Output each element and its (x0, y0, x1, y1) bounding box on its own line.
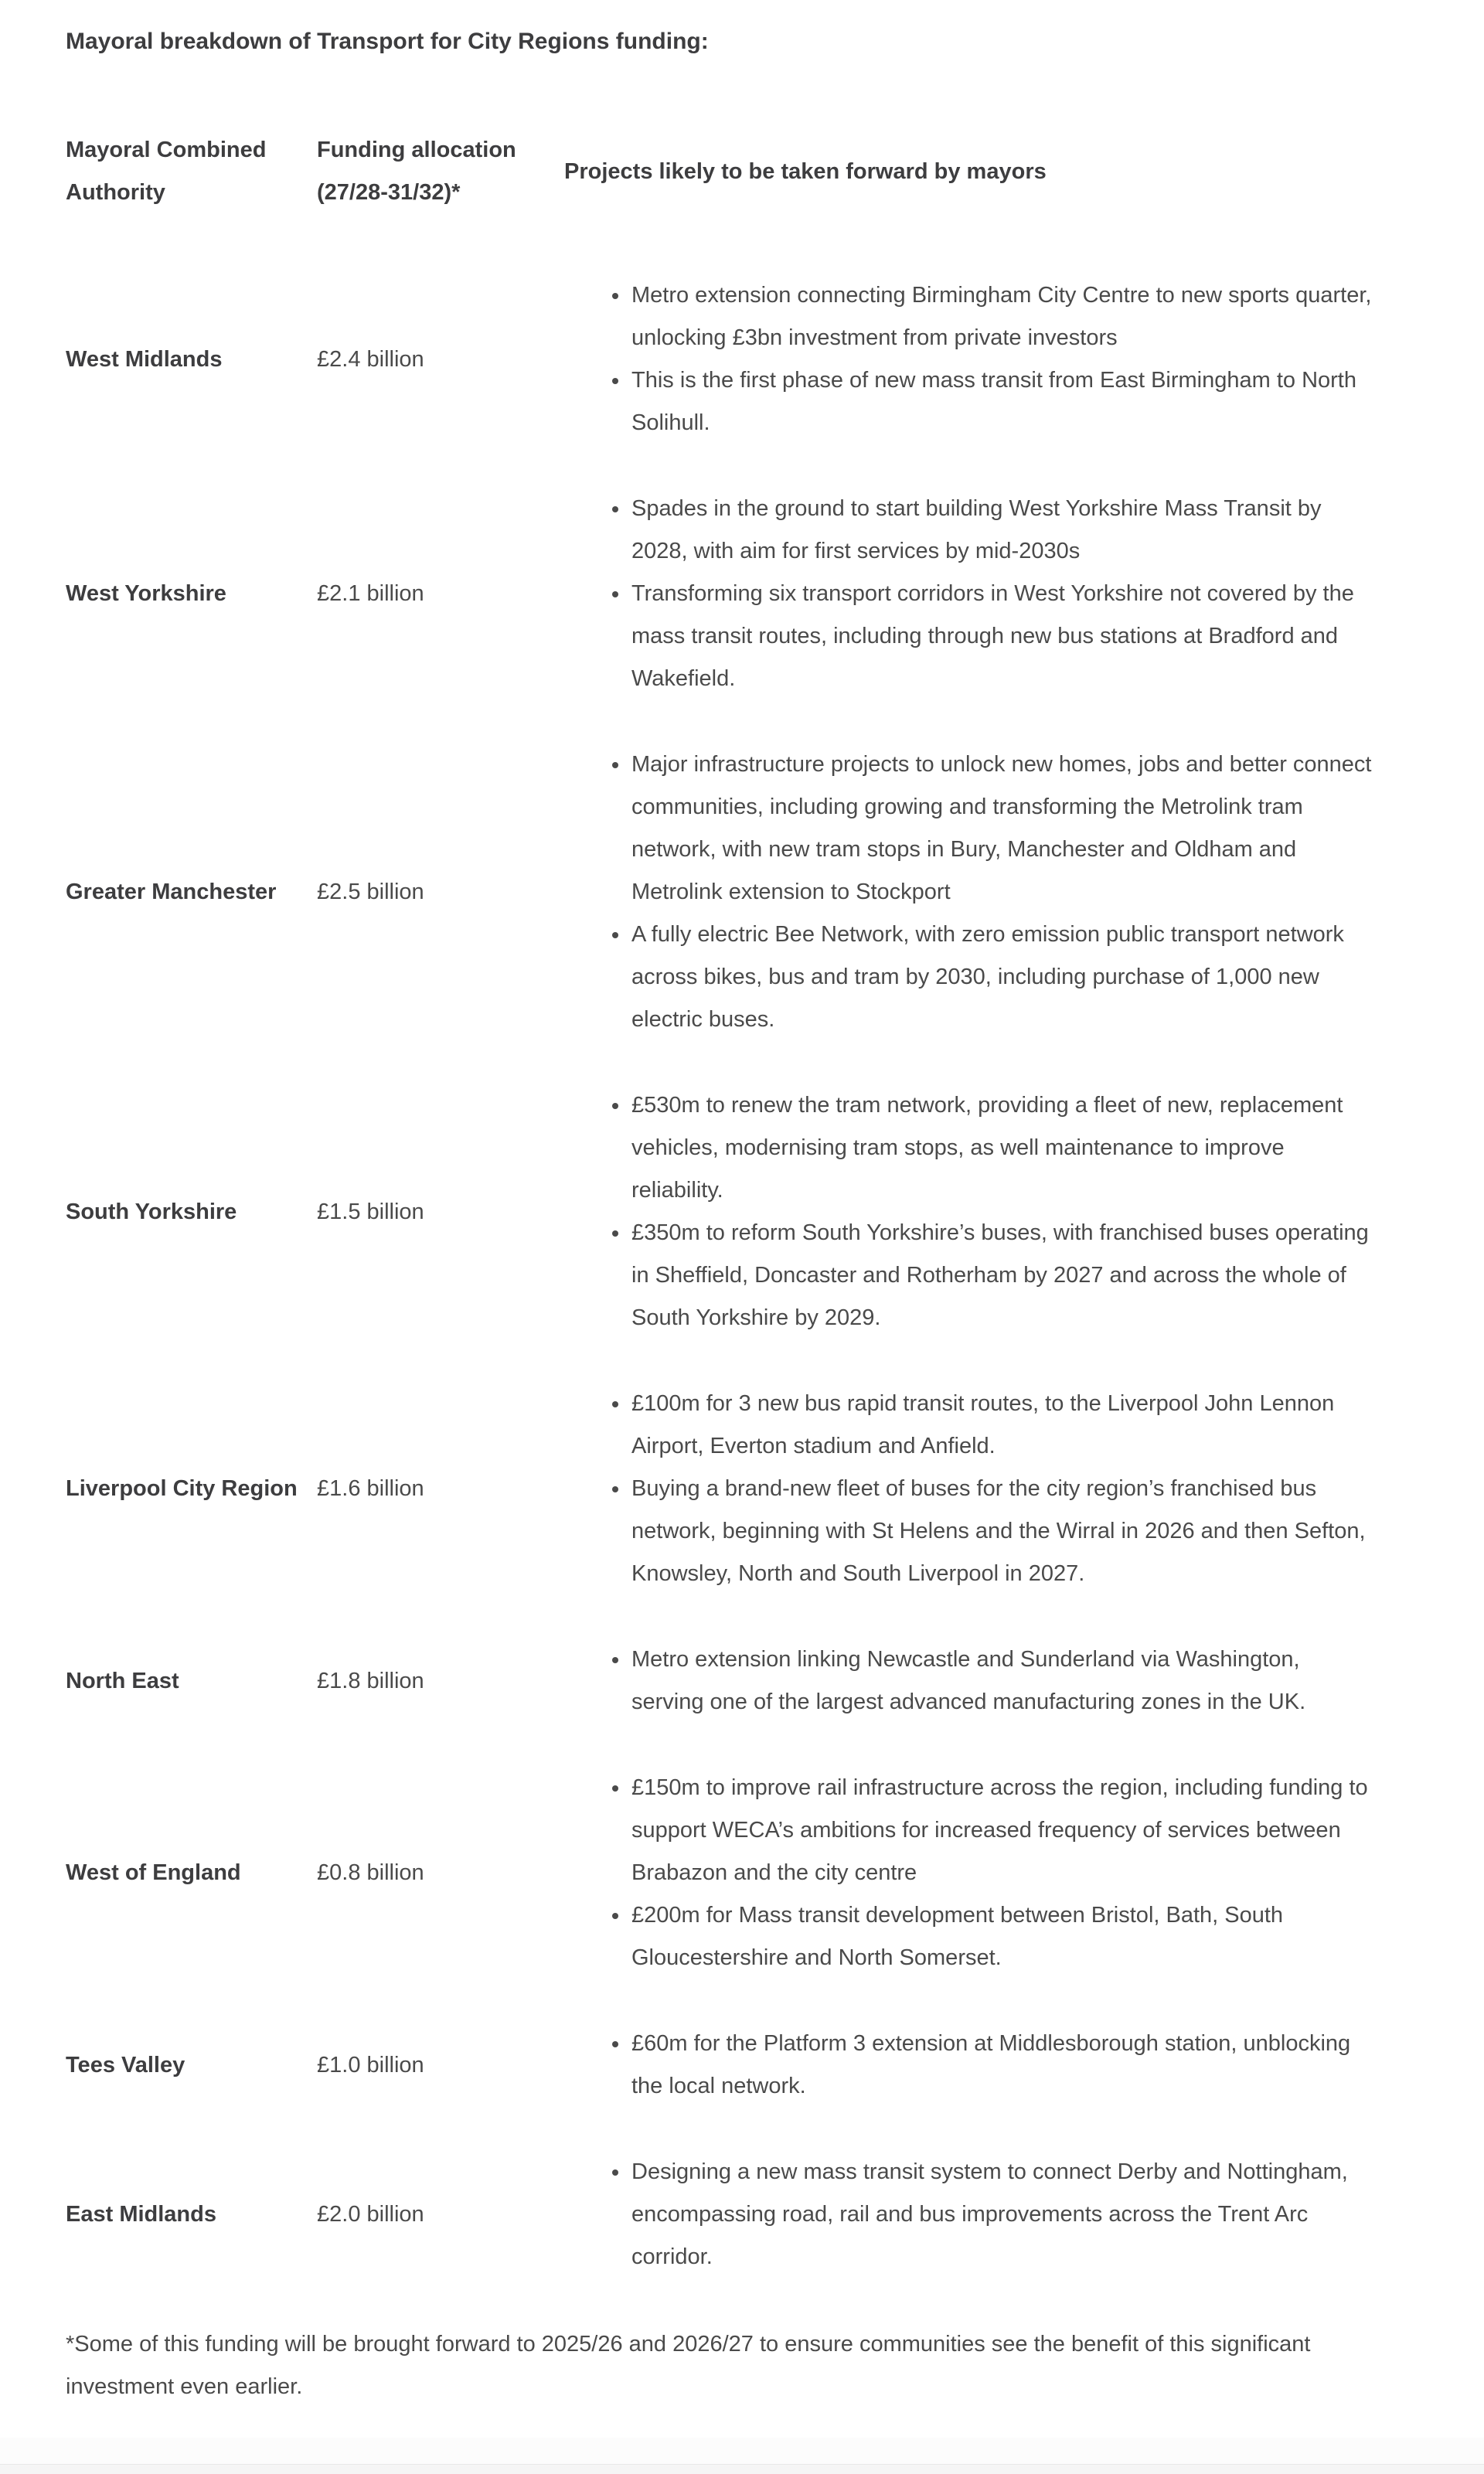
project-list (564, 1383, 1372, 1595)
project-item: • £150m to improve rail infrastructure across the region, including funding to support WECA’s ambitions for increased frequency of services between Brabazon and the city centre (630, 1767, 1372, 1894)
funding-cell: £2.5 billion (317, 880, 424, 904)
project-list (564, 1639, 1372, 1724)
table-row (66, 1745, 1372, 2001)
project-item: • £100m for 3 new bus rapid transit routes, to the Liverpool John Lennon Airport, Everton stadium and Anfield. (630, 1383, 1372, 1468)
authority-cell: Tees Valley (66, 2052, 186, 2078)
project-item: • Metro extension linking Newcastle and Sunderland via Washington, serving one of the largest advanced manufacturing zones in the UK. (630, 1639, 1372, 1724)
project-item: • Designing a new mass transit system to connect Derby and Nottingham, encompassing road, rail and bus improvements across the Trent Arc corridor. (630, 2151, 1372, 2278)
footer-strip-light (0, 2438, 1484, 2464)
column-header-funding: Funding allocation (27/28-31/32)* (317, 138, 516, 205)
funding-cell: £1.0 billion (317, 2052, 424, 2078)
table-row (66, 1063, 1372, 1361)
footer-strip-gray (0, 2464, 1484, 2474)
funding-cell: £1.8 billion (317, 1668, 424, 1693)
page-title: Mayoral breakdown of Transport for City Regions funding: (66, 29, 709, 54)
authority-cell: South Yorkshire (66, 1199, 237, 1224)
project-list (564, 274, 1372, 444)
projects-cell (564, 253, 1372, 466)
header-row (66, 129, 1372, 253)
table-row (66, 1617, 1372, 1745)
funding-cell: £1.6 billion (317, 1476, 424, 1501)
funding-cell: £2.4 billion (317, 346, 424, 372)
projects-cell (564, 1745, 1372, 2001)
funding-cell: £1.5 billion (317, 1199, 424, 1224)
project-item: • Transforming six transport corridors in West Yorkshire not covered by the mass transit routes, including through new bus stations at Bradford and Wakefield. (630, 573, 1372, 700)
projects-cell (564, 2001, 1372, 2129)
column-header-projects: Projects likely to be taken forward by mayors (564, 158, 1047, 184)
project-item: • £200m for Mass transit development between Bristol, Bath, South Gloucestershire and North Somerset. (630, 1894, 1372, 1979)
projects-cell (564, 1617, 1372, 1745)
project-item: • This is the first phase of new mass transit from East Birmingham to North Solihull. (630, 359, 1372, 444)
authority-cell: West of England (66, 1860, 241, 1885)
funding-cell: £2.1 billion (317, 581, 424, 606)
project-item: • £60m for the Platform 3 extension at Middlesborough station, unblocking the local network. (630, 2023, 1372, 2108)
project-item: • Buying a brand-new fleet of buses for the city region’s franchised bus network, beginning with St Helens and the Wirral in 2026 and then Sefton, Knowsley, North and South Liverpool in 2027. (630, 1468, 1372, 1595)
table-row (66, 2001, 1372, 2129)
authority-cell: Greater Manchester (66, 880, 277, 904)
table-row (66, 253, 1372, 466)
project-list (564, 2023, 1372, 2108)
authority-cell: West Midlands (66, 346, 223, 372)
projects-cell (564, 722, 1372, 1063)
projects-cell (564, 1361, 1372, 1617)
authority-cell: Liverpool City Region (66, 1476, 298, 1501)
funding-cell: £2.0 billion (317, 2202, 424, 2227)
project-list (564, 2151, 1372, 2278)
project-list (564, 488, 1372, 700)
project-item: • Metro extension connecting Birmingham City Centre to new sports quarter, unlocking £3bn investment from private investors (630, 274, 1372, 359)
project-list (564, 1084, 1372, 1339)
table-row (66, 722, 1372, 1063)
authority-cell: North East (66, 1668, 179, 1693)
project-item: • Spades in the ground to start building West Yorkshire Mass Transit by 2028, with aim for first services by mid-2030s (630, 488, 1372, 573)
table-header (66, 129, 1372, 253)
project-list (564, 744, 1372, 1041)
project-item: • A fully electric Bee Network, with zero emission public transport network across bikes, bus and tram by 2030, including purchase of 1,000 new electric buses. (630, 914, 1372, 1041)
project-item: • Major infrastructure projects to unlock new homes, jobs and better connect communities, including growing and transforming the Metrolink tram network, with new tram stops in Bury, Manchester and Oldham and Metrolink extension to Stockport (630, 744, 1372, 914)
projects-cell (564, 1063, 1372, 1361)
table-row (66, 1361, 1372, 1617)
project-list (564, 1767, 1372, 1979)
authority-cell: East Midlands (66, 2202, 216, 2227)
funding-table (66, 129, 1372, 2300)
table-row (66, 2129, 1372, 2300)
table-row (66, 466, 1372, 722)
project-item: • £530m to renew the tram network, providing a fleet of new, replacement vehicles, modernising tram stops, as well maintenance to improve reliability. (630, 1084, 1372, 1212)
authority-cell: West Yorkshire (66, 581, 226, 606)
footnote: *Some of this funding will be brought forward to 2025/26 and 2026/27 to ensure communities see the benefit of this significant investment even earlier. (66, 2332, 1311, 2399)
projects-cell (564, 466, 1372, 722)
column-header-authority: Mayoral Combined Authority (66, 138, 267, 205)
table-body (66, 253, 1372, 2300)
funding-cell: £0.8 billion (317, 1860, 424, 1885)
projects-cell (564, 2129, 1372, 2300)
project-item: • £350m to reform South Yorkshire’s buses, with franchised buses operating in Sheffield, Doncaster and Rotherham by 2027 and across the whole of South Yorkshire by 2029. (630, 1212, 1372, 1339)
